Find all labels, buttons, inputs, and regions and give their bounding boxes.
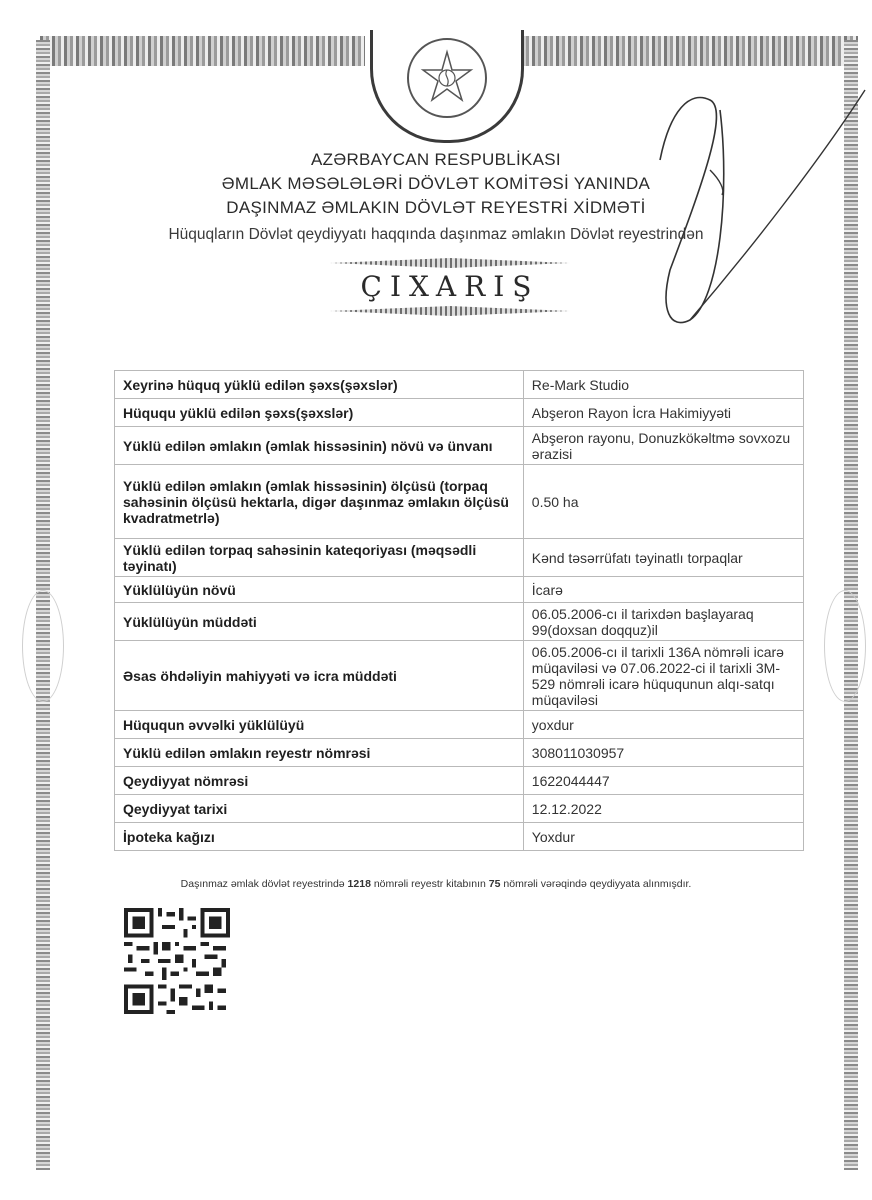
title-ornament-top (330, 258, 570, 268)
table-row (115, 399, 804, 427)
header-subtitle: Hüquqların Dövlət qeydiyyatı haqqında daşınmaz əmlakın Dövlət reyestrindən (168, 226, 704, 243)
footnote-text: Daşınmaz əmlak dövlət reyestrində (180, 878, 348, 890)
table-row (115, 577, 804, 603)
table-row (115, 711, 804, 739)
table-row (115, 603, 804, 641)
table-row (115, 795, 804, 823)
footnote-text: nömrəli reyestr kitabının (370, 878, 489, 890)
row-value: 1622044447 (523, 767, 803, 795)
header-line-2: ƏMLAK MƏSƏLƏLƏRİ DÖVLƏT KOMİTƏSİ YANINDA (221, 174, 651, 193)
row-label: Yüklü edilən əmlakın (əmlak hissəsinin) ölçüsü (torpaq sahəsinin ölçüsü hektarla, digər daşınmaz əmlakın ölçüsü kvadratmetrlə) (115, 465, 524, 539)
row-label: Yüklülüyün növü (115, 577, 524, 603)
document-title: ÇIXARIŞ (360, 270, 540, 303)
row-label: Xeyrinə hüquq yüklü edilən şəxs(şəxslər) (115, 371, 524, 399)
table-row (115, 641, 804, 711)
row-value: 06.05.2006-cı il tarixdən başlayaraq 99(doxsan doqquz)il (523, 603, 803, 641)
qr-code (124, 908, 230, 1014)
row-value: 0.50 ha (523, 465, 803, 539)
row-value: İcarə (523, 577, 803, 603)
row-label: Yüklü edilən torpaq sahəsinin kateqoriyası (məqsədli təyinatı) (115, 539, 524, 577)
decorative-border-top-left (40, 36, 365, 66)
header-line-1: AZƏRBAYCAN RESPUBLİKASI (311, 150, 561, 169)
row-value: Yoxdur (523, 823, 803, 851)
row-value: yoxdur (523, 711, 803, 739)
row-label: Yüklü edilən əmlakın reyestr nömrəsi (115, 739, 524, 767)
row-label: Hüququ yüklü edilən şəxs(şəxslər) (115, 399, 524, 427)
table-row (115, 823, 804, 851)
side-ornament-left (22, 590, 64, 702)
row-label: Qeydiyyat tarixi (115, 795, 524, 823)
registration-footnote (0, 878, 872, 890)
register-page-number: 75 (488, 878, 501, 890)
row-label: İpoteka kağızı (115, 823, 524, 851)
table-row (115, 427, 804, 465)
side-ornament-right (824, 590, 866, 702)
row-label: Qeydiyyat nömrəsi (115, 767, 524, 795)
row-value: Abşeron rayonu, Donuzkökəltmə sovxozu ərazisi (523, 427, 803, 465)
row-label: Hüququn əvvəlki yüklülüyü (115, 711, 524, 739)
emblem-frame (370, 30, 524, 143)
title-ornament-bottom (330, 306, 570, 316)
table-row (115, 539, 804, 577)
row-value: 12.12.2022 (523, 795, 803, 823)
handwritten-signature (630, 70, 870, 350)
decorative-border-top-right (520, 36, 858, 66)
row-label: Yüklü edilən əmlakın (əmlak hissəsinin) növü və ünvanı (115, 427, 524, 465)
header-line-3: DAŞINMAZ ƏMLAKIN DÖVLƏT REYESTRİ XİDMƏTİ (226, 198, 646, 217)
row-label: Yüklülüyün müddəti (115, 603, 524, 641)
state-emblem-icon (407, 38, 487, 118)
footnote-text: nömrəli vərəqində qeydiyyata alınmışdır. (500, 878, 692, 890)
table-row (115, 465, 804, 539)
row-value: Re-Mark Studio (523, 371, 803, 399)
register-book-number: 1218 (347, 878, 371, 890)
table-row (115, 371, 804, 399)
register-table (114, 370, 804, 851)
row-label: Əsas öhdəliyin mahiyyəti və icra müddəti (115, 641, 524, 711)
row-value: Abşeron Rayon İcra Hakimiyyəti (523, 399, 803, 427)
table-row (115, 767, 804, 795)
row-value: 06.05.2006-cı il tarixli 136A nömrəli icarə müqaviləsi və 07.06.2022-ci il tarixli 3M-529 nömrəli icarə hüququnun alqı-satqı müqaviləsi (523, 641, 803, 711)
row-value: 308011030957 (523, 739, 803, 767)
table-row (115, 739, 804, 767)
row-value: Kənd təsərrüfatı təyinatlı torpaqlar (523, 539, 803, 577)
